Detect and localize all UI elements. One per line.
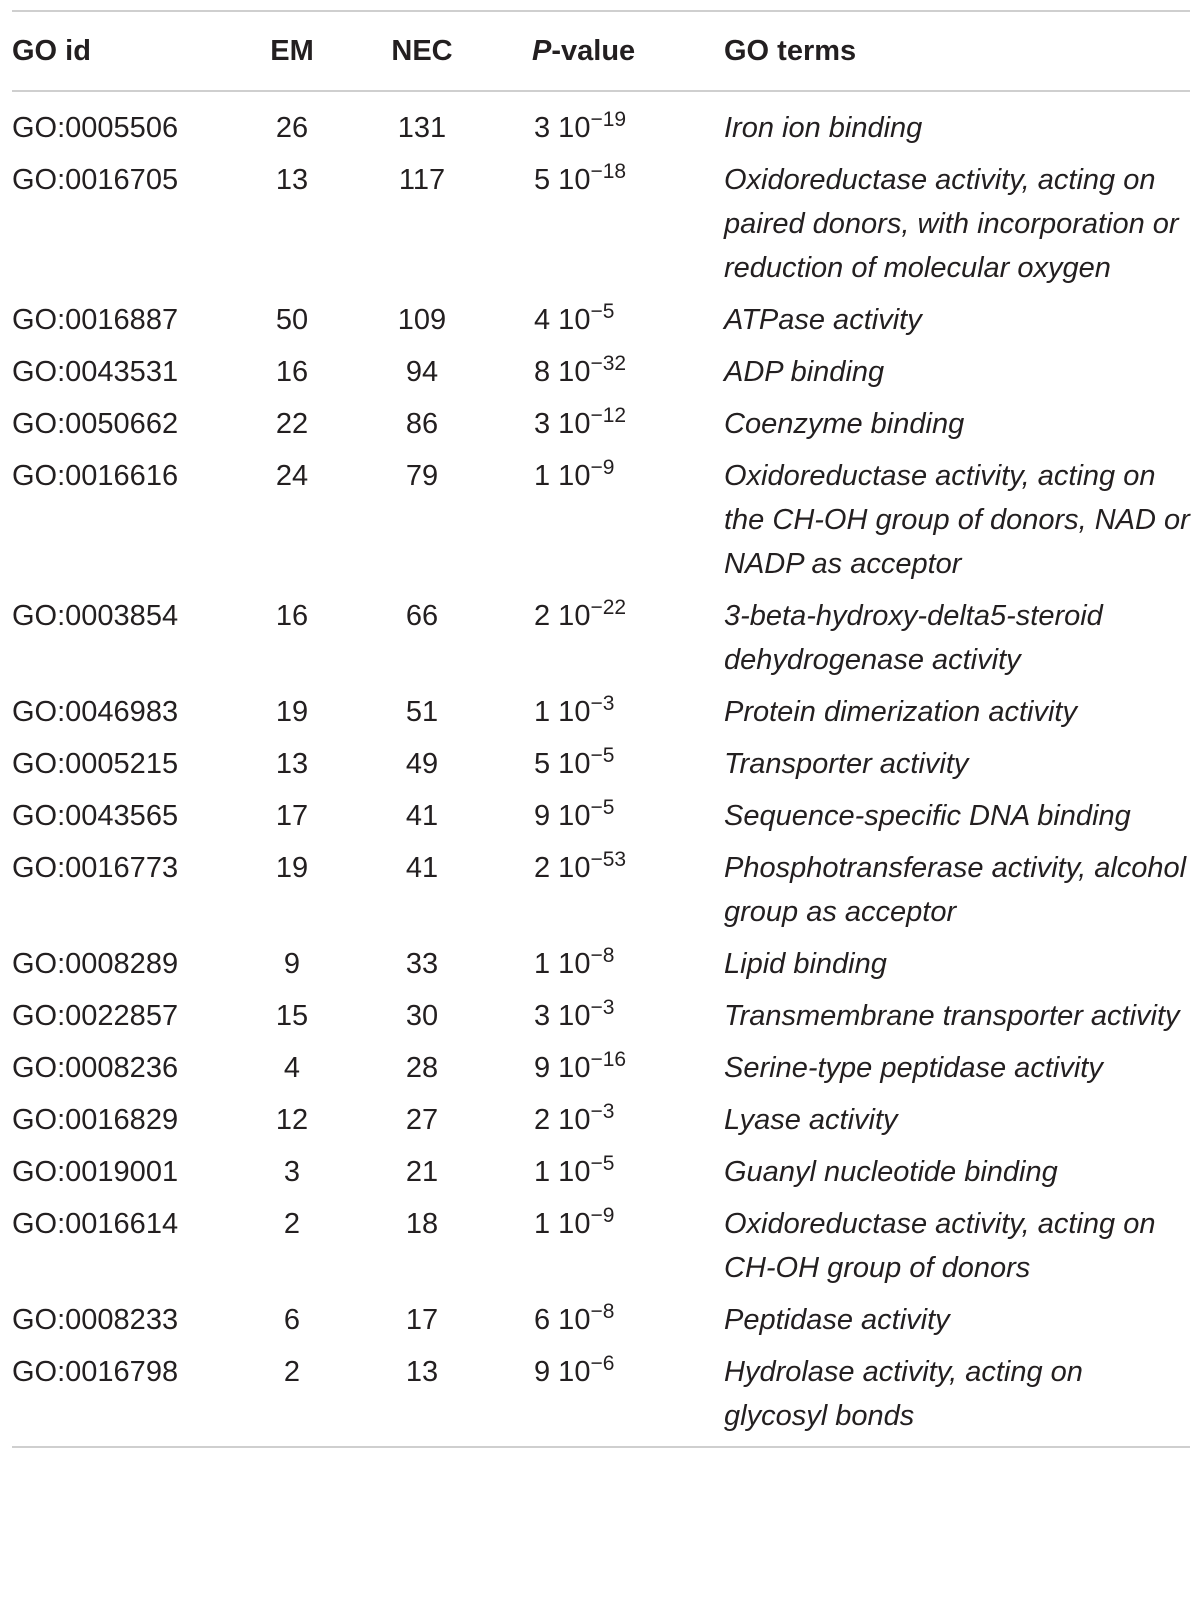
cell-go-term: Protein dimerization activity — [724, 696, 1077, 728]
p-value-exponent: −22 — [590, 596, 627, 619]
p-value-mantissa: 1 10 — [534, 1208, 591, 1240]
p-value-exponent: −19 — [590, 108, 627, 131]
table-row — [12, 1202, 1190, 1298]
cell-p-value — [522, 942, 714, 994]
header-p-letter: P — [532, 34, 552, 67]
cell-em: 22 — [275, 408, 309, 440]
table-row — [12, 158, 1190, 298]
p-value-exponent: −5 — [590, 300, 615, 323]
p-value-mantissa: 1 10 — [534, 460, 591, 492]
p-value-exponent: −6 — [590, 1352, 615, 1375]
cell-p-value — [522, 1150, 714, 1202]
table-row — [12, 1046, 1190, 1098]
cell-p-value — [522, 1202, 714, 1298]
cell-p-value — [522, 742, 714, 794]
cell-nec: 109 — [397, 304, 447, 336]
table-row — [12, 1350, 1190, 1447]
cell-nec: 33 — [405, 948, 439, 980]
table-row — [12, 402, 1190, 454]
cell-nec: 66 — [405, 600, 439, 632]
cell-go-id: GO:0046983 — [12, 696, 179, 728]
cell-go-id: GO:0016705 — [12, 164, 179, 196]
p-value-exponent: −12 — [590, 404, 627, 427]
cell-p-value — [522, 402, 714, 454]
cell-nec: 21 — [405, 1156, 439, 1188]
p-value-mantissa: 4 10 — [534, 304, 591, 336]
cell-nec: 41 — [405, 852, 439, 884]
cell-p-value — [522, 1098, 714, 1150]
header-p-suffix: -value — [551, 34, 636, 67]
cell-em: 4 — [283, 1052, 301, 1084]
table-row — [12, 350, 1190, 402]
cell-em: 2 — [283, 1356, 301, 1388]
p-value-mantissa: 9 10 — [534, 1356, 591, 1388]
cell-go-id: GO:0003854 — [12, 600, 179, 632]
cell-go-term: Oxidoreductase activity, acting on paired donors, with incorporation or reduction of molecular oxygen — [724, 164, 1179, 284]
p-value-exponent: −8 — [590, 1300, 615, 1323]
cell-p-value — [522, 350, 714, 402]
p-value-exponent: −5 — [590, 1152, 615, 1175]
cell-go-term: Coenzyme binding — [724, 408, 965, 440]
cell-go-term: Oxidoreductase activity, acting on the CH-OH group of donors, NAD or NADP as acceptor — [724, 460, 1190, 580]
cell-em: 16 — [275, 600, 309, 632]
cell-go-id: GO:0043531 — [12, 356, 179, 388]
cell-go-id: GO:0005506 — [12, 112, 179, 144]
cell-go-term: Serine-type peptidase activity — [724, 1052, 1103, 1084]
table-row — [12, 298, 1190, 350]
cell-p-value — [522, 594, 714, 690]
cell-go-id: GO:0019001 — [12, 1156, 179, 1188]
p-value-mantissa: 3 10 — [534, 112, 591, 144]
p-value-exponent: −5 — [590, 744, 615, 767]
cell-go-term: Sequence-specific DNA binding — [724, 800, 1131, 832]
table-row — [12, 1298, 1190, 1350]
table-row — [12, 742, 1190, 794]
p-value-mantissa: 9 10 — [534, 800, 591, 832]
cell-p-value — [522, 1046, 714, 1098]
cell-go-term: ADP binding — [724, 356, 885, 388]
cell-em: 16 — [275, 356, 309, 388]
cell-nec: 17 — [405, 1304, 439, 1336]
cell-nec: 117 — [398, 164, 446, 196]
cell-em: 50 — [275, 304, 309, 336]
cell-p-value — [522, 1350, 714, 1447]
cell-em: 26 — [275, 112, 309, 144]
cell-go-term: 3-beta-hydroxy-delta5-steroid dehydrogenase activity — [724, 600, 1103, 676]
table-row — [12, 690, 1190, 742]
table-row — [12, 994, 1190, 1046]
header-go-terms: GO terms — [724, 34, 857, 67]
cell-em: 17 — [275, 800, 309, 832]
table-row — [12, 91, 1190, 158]
cell-go-term: ATPase activity — [724, 304, 922, 336]
p-value-mantissa: 3 10 — [534, 408, 591, 440]
cell-nec: 13 — [405, 1356, 439, 1388]
p-value-mantissa: 6 10 — [534, 1304, 591, 1336]
cell-go-id: GO:0016887 — [12, 304, 179, 336]
cell-em: 3 — [283, 1156, 301, 1188]
cell-go-id: GO:0016798 — [12, 1356, 179, 1388]
cell-em: 6 — [283, 1304, 301, 1336]
cell-p-value — [522, 1298, 714, 1350]
cell-nec: 27 — [405, 1104, 439, 1136]
cell-nec: 41 — [405, 800, 439, 832]
cell-go-id: GO:0043565 — [12, 800, 179, 832]
cell-go-term: Iron ion binding — [724, 112, 923, 144]
cell-p-value — [522, 91, 714, 158]
cell-nec: 51 — [405, 696, 439, 728]
table-row — [12, 846, 1190, 942]
cell-go-id: GO:0008289 — [12, 948, 179, 980]
cell-go-id: GO:0016616 — [12, 460, 179, 492]
cell-em: 19 — [275, 696, 309, 728]
cell-go-term: Guanyl nucleotide binding — [724, 1156, 1058, 1188]
cell-go-term: Oxidoreductase activity, acting on CH-OH group of donors — [724, 1208, 1156, 1284]
p-value-exponent: −3 — [590, 1100, 615, 1123]
p-value-exponent: −5 — [590, 796, 615, 819]
table-row — [12, 1150, 1190, 1202]
cell-p-value — [522, 794, 714, 846]
cell-go-term: Transmembrane transporter activity — [724, 1000, 1180, 1032]
table-row — [12, 942, 1190, 994]
cell-go-id: GO:0050662 — [12, 408, 179, 440]
p-value-mantissa: 5 10 — [534, 164, 591, 196]
p-value-exponent: −8 — [590, 944, 615, 967]
cell-em: 13 — [275, 164, 309, 196]
p-value-exponent: −9 — [590, 1204, 615, 1227]
cell-nec: 18 — [405, 1208, 439, 1240]
cell-go-term: Peptidase activity — [724, 1304, 950, 1336]
p-value-exponent: −32 — [590, 352, 627, 375]
p-value-exponent: −9 — [590, 456, 615, 479]
cell-em: 2 — [283, 1208, 301, 1240]
cell-go-term: Phosphotransferase activity, alcohol group as acceptor — [724, 852, 1187, 928]
cell-em: 13 — [275, 748, 309, 780]
cell-em: 19 — [275, 852, 309, 884]
cell-p-value — [522, 994, 714, 1046]
p-value-mantissa: 3 10 — [534, 1000, 591, 1032]
cell-em: 15 — [275, 1000, 309, 1032]
header-nec: NEC — [391, 34, 453, 67]
table-row — [12, 594, 1190, 690]
cell-nec: 28 — [405, 1052, 439, 1084]
header-p-value — [522, 11, 714, 91]
cell-em: 24 — [275, 460, 309, 492]
table-body — [12, 91, 1190, 1447]
go-enrichment-table-container — [12, 10, 1190, 1448]
table-row — [12, 454, 1190, 594]
cell-p-value — [522, 846, 714, 942]
cell-p-value — [522, 158, 714, 298]
p-value-exponent: −53 — [590, 848, 627, 871]
cell-p-value — [522, 690, 714, 742]
cell-p-value — [522, 454, 714, 594]
cell-go-term: Hydrolase activity, acting on glycosyl bonds — [724, 1356, 1083, 1432]
cell-nec: 94 — [405, 356, 439, 388]
p-value-mantissa: 2 10 — [534, 852, 591, 884]
cell-em: 9 — [283, 948, 301, 980]
header-go-id: GO id — [12, 34, 91, 67]
cell-p-value — [522, 298, 714, 350]
cell-nec: 131 — [397, 112, 447, 144]
header-row — [12, 11, 1190, 91]
cell-go-id: GO:0016614 — [12, 1208, 179, 1240]
cell-go-id: GO:0005215 — [12, 748, 179, 780]
header-em: EM — [270, 34, 314, 67]
cell-nec: 49 — [405, 748, 439, 780]
cell-go-id: GO:0016829 — [12, 1104, 179, 1136]
p-value-exponent: −18 — [590, 160, 627, 183]
p-value-mantissa: 2 10 — [534, 1104, 591, 1136]
p-value-mantissa: 5 10 — [534, 748, 591, 780]
cell-go-term: Lipid binding — [724, 948, 887, 980]
p-value-exponent: −16 — [590, 1048, 627, 1071]
table-row — [12, 794, 1190, 846]
p-value-mantissa: 1 10 — [534, 1156, 591, 1188]
table-row — [12, 1098, 1190, 1150]
p-value-mantissa: 1 10 — [534, 696, 591, 728]
p-value-mantissa: 8 10 — [534, 356, 591, 388]
go-enrichment-table — [12, 10, 1190, 1448]
cell-go-id: GO:0008236 — [12, 1052, 179, 1084]
cell-go-id: GO:0016773 — [12, 852, 179, 884]
table-header — [12, 11, 1190, 91]
p-value-exponent: −3 — [590, 996, 615, 1019]
cell-nec: 79 — [405, 460, 439, 492]
cell-nec: 30 — [405, 1000, 439, 1032]
cell-go-term: Lyase activity — [724, 1104, 898, 1136]
cell-go-term: Transporter activity — [724, 748, 969, 780]
p-value-mantissa: 9 10 — [534, 1052, 591, 1084]
cell-em: 12 — [275, 1104, 309, 1136]
p-value-mantissa: 2 10 — [534, 600, 591, 632]
cell-go-id: GO:0008233 — [12, 1304, 179, 1336]
p-value-mantissa: 1 10 — [534, 948, 591, 980]
p-value-exponent: −3 — [590, 692, 615, 715]
cell-go-id: GO:0022857 — [12, 1000, 179, 1032]
cell-nec: 86 — [405, 408, 439, 440]
